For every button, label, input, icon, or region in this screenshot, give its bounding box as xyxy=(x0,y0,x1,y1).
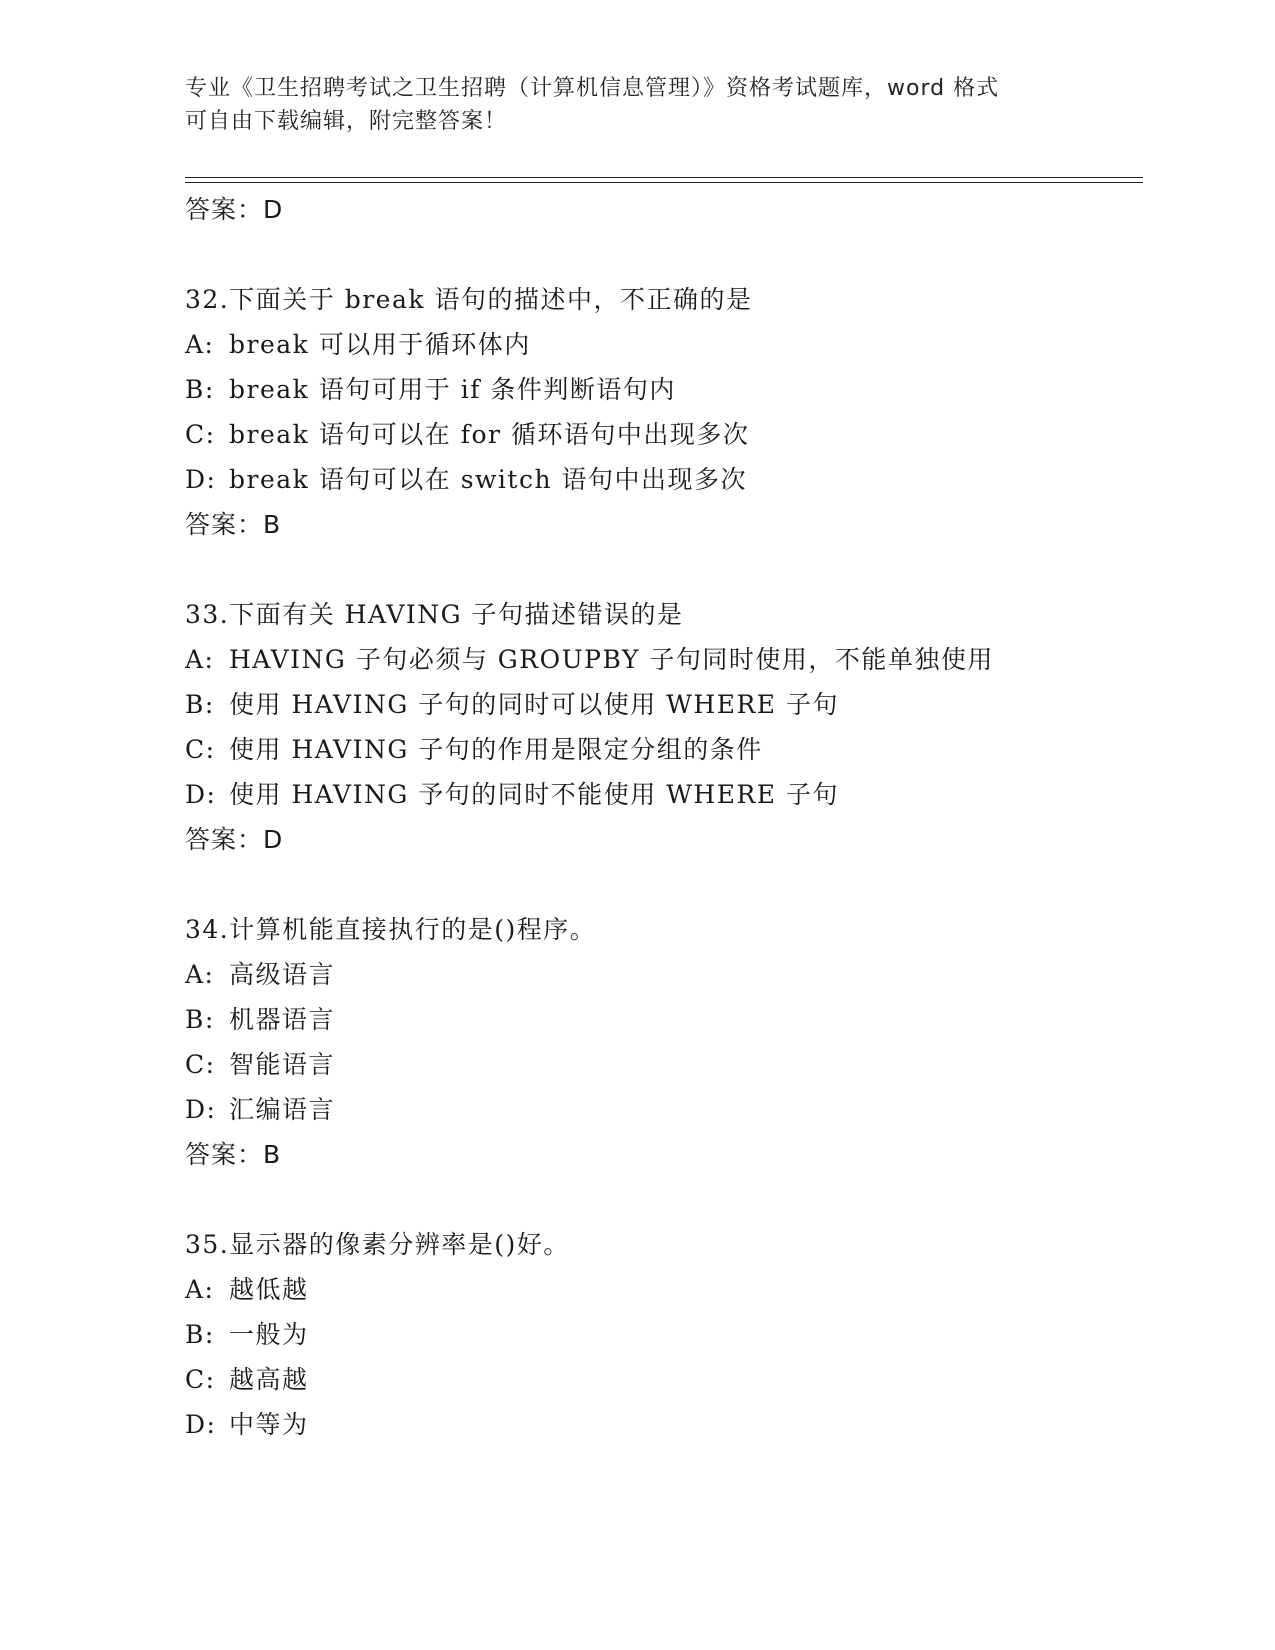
header-divider-top xyxy=(185,177,1143,178)
option-text: break 语句可用于 if 条件判断语句内 xyxy=(229,375,676,404)
option-b xyxy=(185,1312,1185,1357)
option-letter: A: xyxy=(185,645,215,674)
answer-line: 答案：B xyxy=(185,510,282,539)
option-letter: D: xyxy=(185,780,217,809)
option-letter: C: xyxy=(185,1050,216,1079)
option-text: HAVING 子句必须与 GROUPBY 子句同时使用，不能单独使用 xyxy=(229,645,994,674)
option-text: 使用 HAVING 子句的同时可以使用 WHERE 子句 xyxy=(229,690,839,719)
option-text: break 可以用于循环体内 xyxy=(229,330,531,359)
option-d xyxy=(185,1087,1185,1132)
question-35-stem: 35.显示器的像素分辨率是()好。 xyxy=(185,1230,570,1259)
spacer xyxy=(185,232,1185,277)
option-text: 一般为 xyxy=(229,1320,309,1349)
option-c xyxy=(185,412,1185,457)
answer-line: 答案：D xyxy=(185,195,284,224)
option-text: 机器语言 xyxy=(229,1005,336,1034)
spacer xyxy=(185,862,1185,907)
option-text: break 语句可以在 switch 语句中出现多次 xyxy=(229,465,748,494)
option-c xyxy=(185,1042,1185,1087)
option-text: 中等为 xyxy=(229,1410,309,1439)
option-b xyxy=(185,682,1185,727)
option-d xyxy=(185,457,1185,502)
option-letter: B: xyxy=(185,375,215,404)
option-letter: A: xyxy=(185,330,215,359)
answer-line: 答案：D xyxy=(185,825,284,854)
option-a xyxy=(185,322,1185,367)
option-letter: D: xyxy=(185,1095,217,1124)
option-d xyxy=(185,1402,1185,1447)
option-letter: C: xyxy=(185,420,216,449)
option-text: break 语句可以在 for 循环语句中出现多次 xyxy=(229,420,750,449)
option-text: 使用 HAVING 子句的作用是限定分组的条件 xyxy=(229,735,763,764)
option-letter: B: xyxy=(185,690,215,719)
option-text: 智能语言 xyxy=(229,1050,336,1079)
option-a xyxy=(185,1267,1185,1312)
option-text: 高级语言 xyxy=(229,960,336,989)
option-letter: A: xyxy=(185,960,215,989)
option-letter: C: xyxy=(185,735,216,764)
spacer xyxy=(185,547,1185,592)
header-line-1: 专业《卫生招聘考试之卫生招聘（计算机信息管理）》资格考试题库，word 格式 xyxy=(185,76,1000,101)
option-text: 越低越 xyxy=(229,1275,309,1304)
spacer xyxy=(185,1177,1185,1222)
question-33-stem: 33.下面有关 HAVING 子句描述错误的是 xyxy=(185,600,684,629)
option-b xyxy=(185,997,1185,1042)
option-letter: D: xyxy=(185,465,217,494)
option-d xyxy=(185,772,1185,817)
option-text: 汇编语言 xyxy=(229,1095,336,1124)
option-c xyxy=(185,1357,1185,1402)
answer-line: 答案：B xyxy=(185,1140,282,1169)
option-a xyxy=(185,952,1185,997)
option-c xyxy=(185,727,1185,772)
header-line-2: 可自由下载编辑，附完整答案！ xyxy=(185,109,508,134)
option-text: 越高越 xyxy=(229,1365,309,1394)
question-32-stem: 32.下面关于 break 语句的描述中，不正确的是 xyxy=(185,285,753,314)
option-letter: B: xyxy=(185,1320,215,1349)
option-b xyxy=(185,367,1185,412)
question-list xyxy=(185,187,1185,1447)
option-letter: C: xyxy=(185,1365,216,1394)
option-a xyxy=(185,637,1185,682)
question-34-stem: 34.计算机能直接执行的是()程序。 xyxy=(185,915,597,944)
header-divider-bottom xyxy=(185,182,1143,183)
option-text: 使用 HAVING 予句的同时不能使用 WHERE 子句 xyxy=(229,780,839,809)
document-header xyxy=(185,72,1065,138)
option-letter: B: xyxy=(185,1005,215,1034)
option-letter: D: xyxy=(185,1410,217,1439)
option-letter: A: xyxy=(185,1275,215,1304)
